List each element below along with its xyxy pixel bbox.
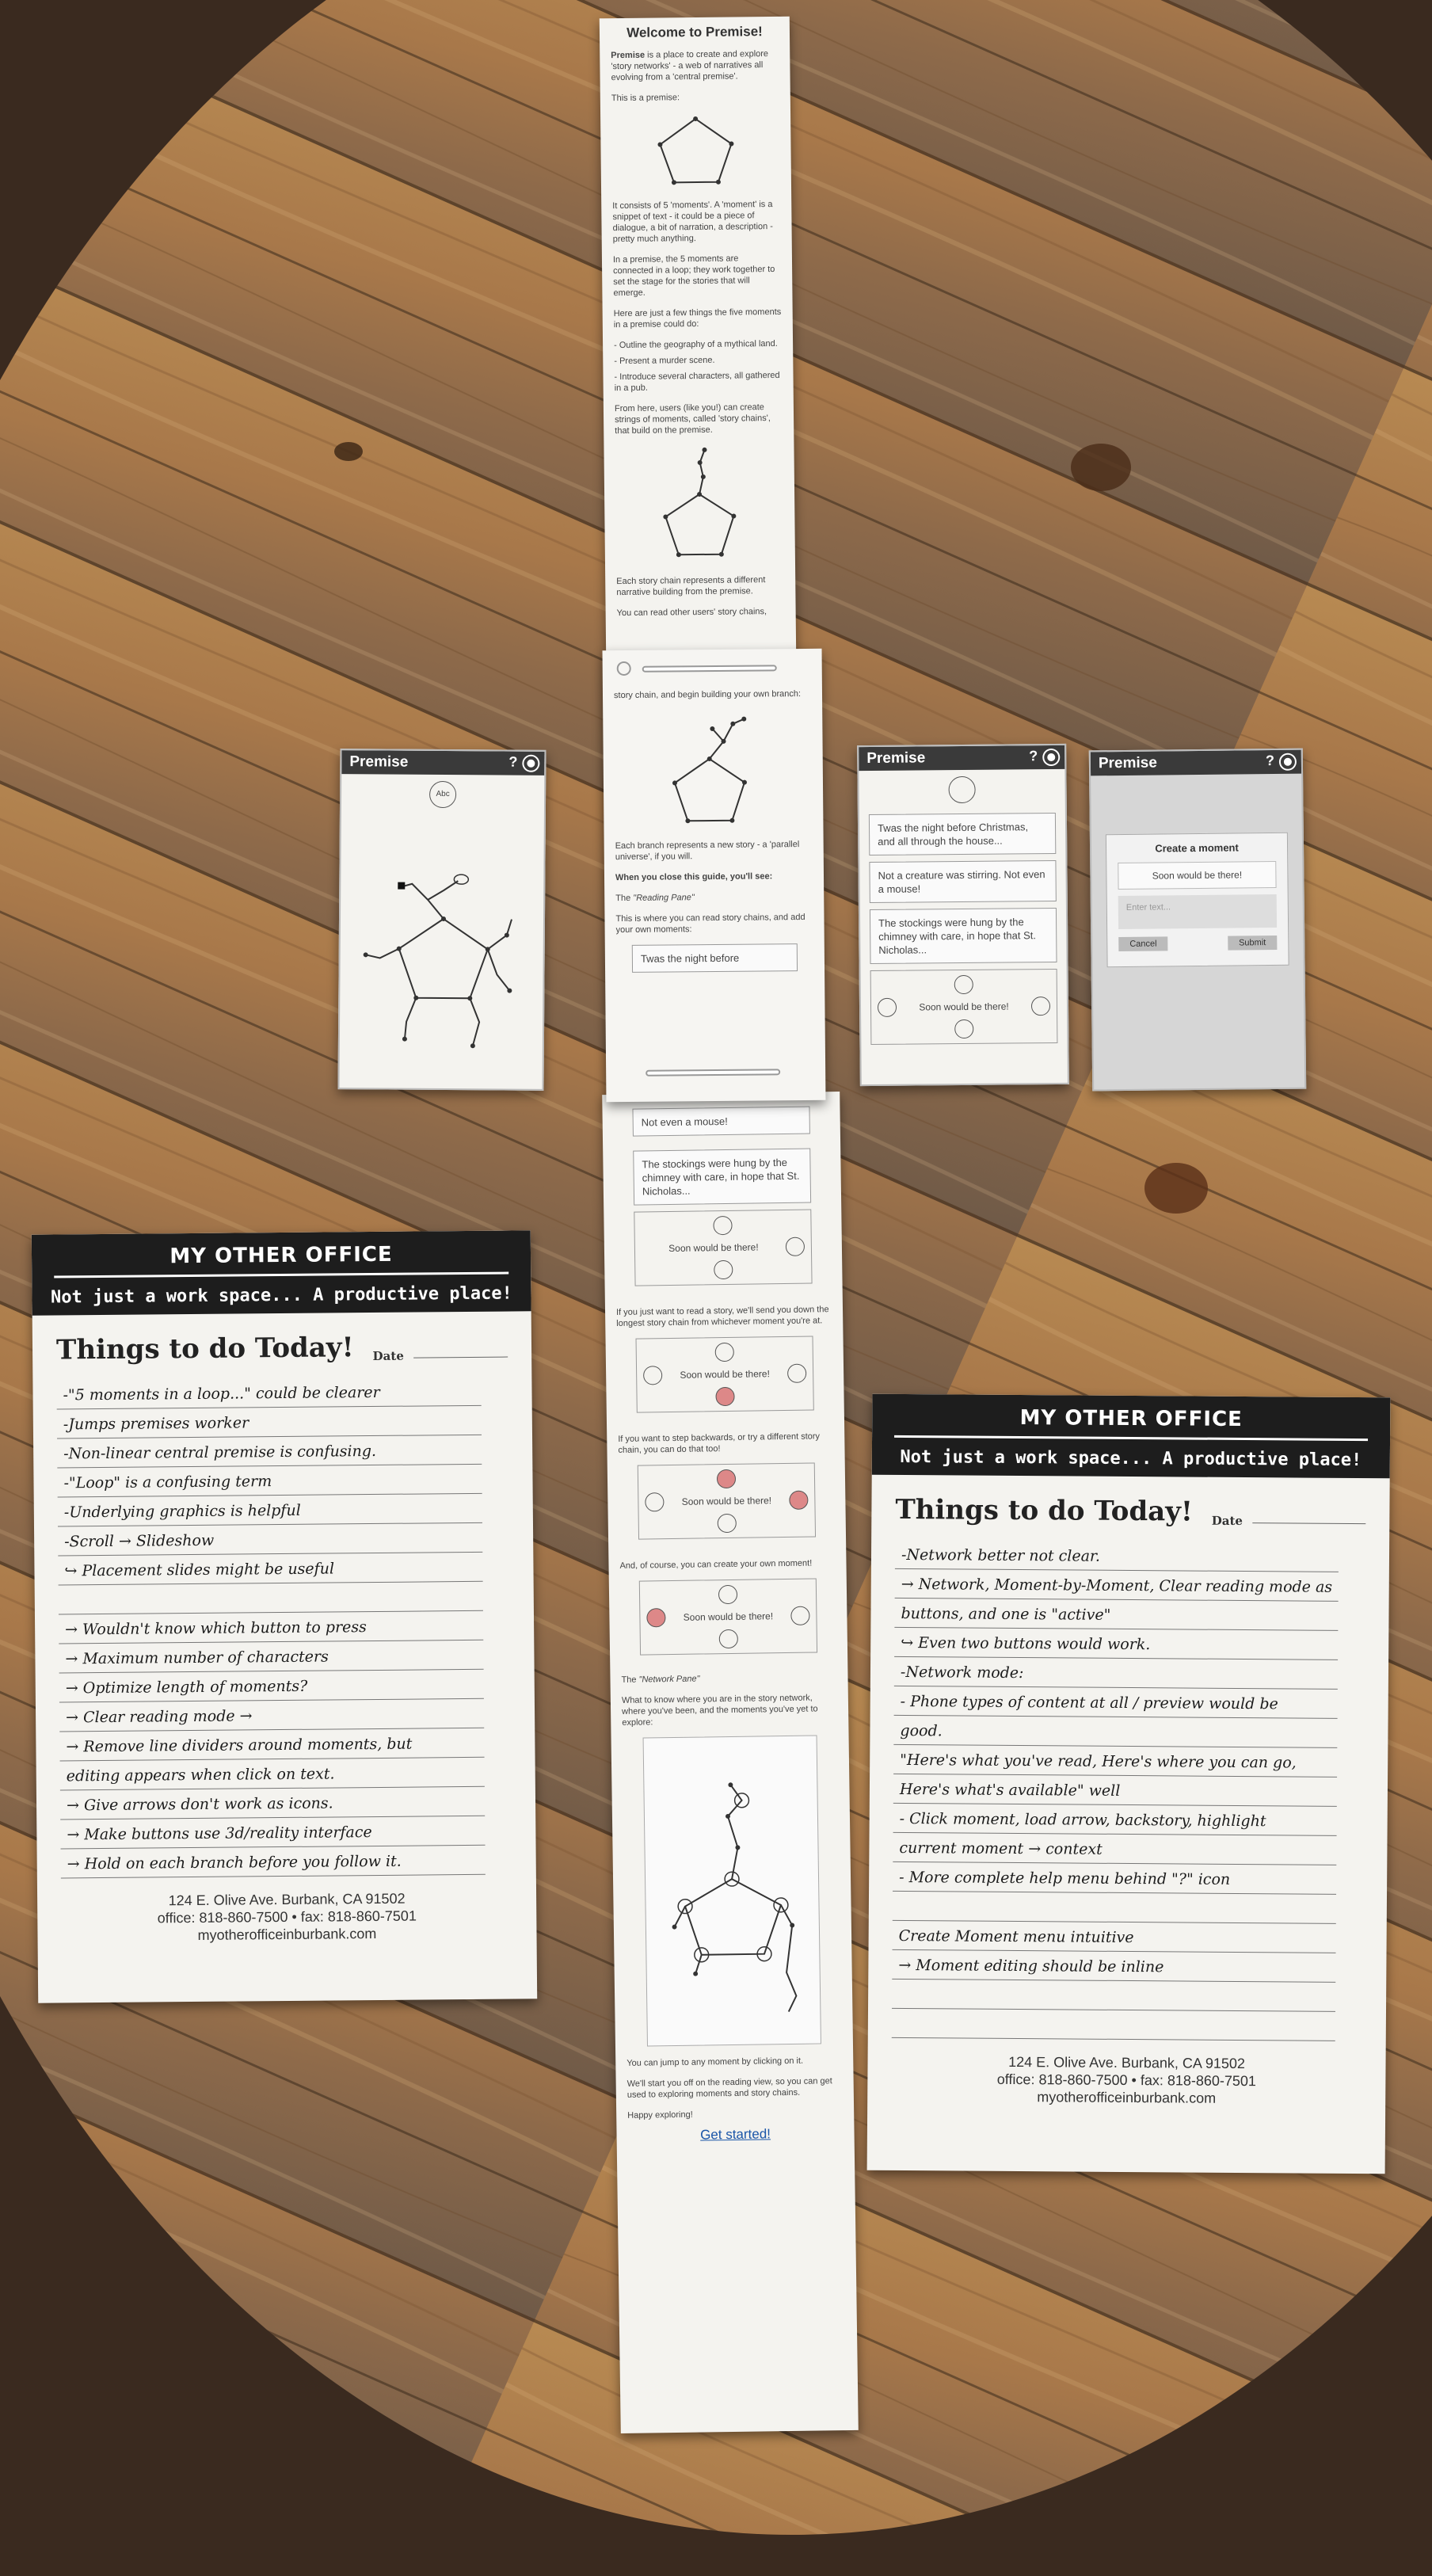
up-arrow-icon[interactable] <box>715 1343 734 1362</box>
network-desc: What to know where you are in the story network, where you've been, and the moments you've yet to explore: <box>621 1693 818 1728</box>
examples-list <box>614 338 783 394</box>
dialog-title: Create a moment <box>1155 841 1239 855</box>
parent-moment: Soon would be there! <box>1118 861 1276 890</box>
todo-row <box>893 1745 1364 1778</box>
todo-text: - Phone types of content at all / preview would be <box>894 1686 1338 1719</box>
todo-text: Create Moment menu intuitive <box>893 1921 1336 1953</box>
app-title: Premise <box>349 753 409 771</box>
example-item: - Present a murder scene. <box>614 355 715 367</box>
premise-label: This is a premise: <box>611 93 680 104</box>
moment-nav-backwards <box>638 1462 816 1539</box>
todo-row <box>894 1657 1365 1690</box>
todo-text: -Underlying graphics is helpful <box>58 1494 482 1527</box>
users-text: From here, users (like you!) can create strings of moments, called 'story chains', that build on the premise. <box>614 402 771 436</box>
help-icon[interactable]: ? <box>1029 748 1038 764</box>
notepad-left <box>32 1230 537 2002</box>
down-arrow-icon[interactable] <box>718 1514 737 1533</box>
overlay-top-text: story chain, and begin building your own branch: <box>613 689 802 701</box>
moment-text-input[interactable]: Enter text... <box>1118 894 1277 929</box>
current-moment: Soon would be there! <box>919 1000 1009 1013</box>
todo-text: -"Loop" is a confusing term <box>57 1465 482 1498</box>
todo-row <box>57 1465 508 1498</box>
branch-figure <box>661 709 765 829</box>
down-arrow-icon[interactable] <box>719 1629 738 1648</box>
todo-text: → Hold on each branch before you follow it. <box>61 1846 486 1879</box>
longest-text: If you just want to read a story, we'll send you down the longest story chain from whichever moment you're at. <box>615 1305 829 1328</box>
todo-row <box>893 1804 1364 1836</box>
close-icon[interactable] <box>617 661 631 676</box>
todo-text <box>893 1892 1336 1924</box>
todo-text: Here's what's available" well <box>893 1774 1337 1807</box>
chain-text: Each story chain represents a different narrative building from the premise. <box>616 575 766 598</box>
todo-row <box>893 1862 1363 1895</box>
down-arrow-icon[interactable] <box>954 1019 973 1038</box>
app-title: Premise <box>866 749 926 768</box>
todo-row <box>59 1728 511 1762</box>
todo-title: Things to do Today! <box>55 1332 354 1366</box>
todo-row <box>894 1686 1365 1719</box>
tutorial-strip-lower <box>602 1092 859 2433</box>
reading-pane-desc: This is where you can read story chains, and add your own moments: <box>615 912 806 936</box>
up-arrow-icon[interactable] <box>954 975 973 994</box>
wood-knot-2 <box>1144 1163 1208 1214</box>
edit-icon-highlighted[interactable] <box>646 1608 665 1627</box>
todo-title: Things to do Today! <box>895 1493 1194 1528</box>
moment-nav <box>870 969 1058 1045</box>
pentagon-figure <box>652 112 740 189</box>
todo-text: ↪ Placement slides might be useful <box>58 1553 482 1586</box>
branch-text: Each branch represents a new story - a 'parallel universe', if you will. <box>615 840 800 863</box>
start-text: We'll start you off on the reading view, so you can get used to exploring moments and story chains. <box>626 2076 832 2100</box>
edit-icon[interactable] <box>645 1492 664 1511</box>
todo-row <box>894 1599 1365 1631</box>
close-guide-text: When you close this guide, you'll see: <box>615 871 773 883</box>
date-line <box>1252 1522 1365 1524</box>
network-toggle-icon[interactable] <box>948 776 975 803</box>
switch-chain-icon[interactable] <box>1031 996 1050 1016</box>
drag-handle-bottom[interactable] <box>646 1069 780 1076</box>
phone-network-pane <box>338 749 547 1091</box>
edit-icon[interactable] <box>643 1366 662 1385</box>
todo-row <box>892 1980 1362 2012</box>
todo-row <box>59 1670 511 1703</box>
settings-icon[interactable] <box>1281 755 1295 769</box>
todo-row <box>56 1377 508 1410</box>
todo-row <box>60 1758 512 1791</box>
todo-row <box>895 1569 1365 1602</box>
website: myotherofficeinburbank.com <box>1037 2089 1217 2106</box>
todo-text <box>892 2009 1335 2041</box>
moment-box: The stockings were hung by the chimney with care, in hope that St. Nicholas... <box>633 1149 811 1206</box>
moment-nav <box>634 1210 812 1286</box>
new-moment-icon[interactable] <box>787 1364 806 1383</box>
brand-name: MY OTHER OFFICE <box>894 1394 1368 1441</box>
moment-box: Twas the night before <box>632 943 798 973</box>
todo-row <box>894 1628 1365 1660</box>
happy-text: Happy exploring! <box>627 2109 693 2121</box>
todo-row <box>60 1816 512 1850</box>
moment-badge[interactable]: Abc <box>429 781 456 808</box>
app-header <box>1091 750 1301 776</box>
wood-knot-3 <box>334 442 363 461</box>
todo-text: → Remove line dividers around moments, but <box>59 1728 484 1762</box>
reading-pane-heading: The "Reading Pane" <box>615 893 695 904</box>
todo-row <box>893 1892 1363 1924</box>
tagline: Not just a work space... A productive place! <box>900 1446 1362 1471</box>
todo-row <box>58 1553 509 1586</box>
todo-text: good. <box>893 1716 1337 1748</box>
todo-row <box>59 1640 510 1674</box>
settings-icon[interactable] <box>524 756 538 771</box>
todo-text: -Non-linear central premise is confusing. <box>57 1435 482 1469</box>
submit-button[interactable]: Submit <box>1228 936 1277 951</box>
todo-row <box>58 1494 509 1527</box>
todo-text: → Maximum number of characters <box>59 1640 483 1674</box>
up-arrow-icon-highlighted[interactable] <box>717 1469 736 1488</box>
todo-row <box>893 1774 1364 1807</box>
todo-text: → Give arrows don't work as icons. <box>60 1787 485 1820</box>
moment-box[interactable]: Not a creature was stirring. Not even a mouse! <box>869 860 1056 903</box>
moments-text: It consists of 5 'moments'. A 'moment' is a snippet of text - it could be a piece of dialogue, a bit of narration, a description - pretty much anything. <box>612 200 774 245</box>
phone-create-moment <box>1089 749 1306 1092</box>
todo-row <box>893 1921 1363 1953</box>
tutorial-title: Welcome to Premise! <box>626 24 763 40</box>
todo-text: -Scroll → Slideshow <box>58 1523 482 1557</box>
help-icon[interactable]: ? <box>508 753 518 770</box>
jump-text: You can jump to any moment by clicking on it. <box>626 2056 804 2068</box>
todo-row <box>59 1611 510 1644</box>
todo-text: -Network better not clear. <box>895 1540 1339 1572</box>
new-moment-icon[interactable] <box>786 1237 805 1256</box>
todo-text: editing appears when click on text. <box>60 1758 485 1791</box>
todo-row <box>58 1523 509 1557</box>
todo-row <box>893 1716 1364 1748</box>
backwards-text: If you want to step backwards, or try a different story chain, you can do that too! <box>618 1431 821 1455</box>
date-label: Date <box>1211 1513 1243 1528</box>
create-own-text: And, of course, you can create your own moment! <box>619 1558 813 1571</box>
network-pane-figure <box>643 1735 821 2046</box>
current-moment: Soon would be there! <box>681 1495 772 1507</box>
examples-intro: Here are just a few things the five moments in a premise could do: <box>613 307 782 330</box>
todo-row <box>57 1406 508 1439</box>
get-started-link[interactable]: Get started! <box>700 2126 771 2143</box>
up-arrow-icon[interactable] <box>718 1585 737 1604</box>
drag-handle-top[interactable] <box>642 665 777 672</box>
todo-row <box>895 1540 1365 1572</box>
todo-row <box>61 1846 512 1879</box>
example-item: - Outline the geography of a mythical land. <box>614 338 778 351</box>
todo-row <box>59 1699 511 1732</box>
moment-box[interactable]: The stockings were hung by the chimney with care, in hope that St. Nicholas... <box>870 908 1057 964</box>
app-header <box>859 745 1064 771</box>
switch-chain-icon-highlighted[interactable] <box>789 1491 808 1510</box>
notepad-header <box>32 1230 531 1315</box>
example-item: - Introduce several characters, all gathered in a pub. <box>614 370 780 394</box>
tagline: Not just a work space... A productive place! <box>50 1283 512 1308</box>
todo-text: -Jumps premises worker <box>57 1406 482 1439</box>
todo-row <box>60 1787 512 1820</box>
todo-list <box>56 1377 512 1879</box>
cancel-button[interactable]: Cancel <box>1118 936 1167 951</box>
todo-list <box>892 1540 1365 2041</box>
todo-row <box>892 2009 1362 2041</box>
todo-text <box>892 1980 1335 2012</box>
todo-text: "Here's what you've read, Here's where you can go, <box>893 1745 1337 1778</box>
notepad-right <box>867 1394 1391 2174</box>
current-moment: Soon would be there! <box>680 1368 770 1381</box>
network-pane-heading: The "Network Pane" <box>621 1674 700 1685</box>
story-chain-figure <box>655 444 744 564</box>
edit-icon[interactable] <box>878 998 897 1017</box>
todo-row <box>892 1950 1362 1983</box>
overlay-flap <box>603 649 826 1102</box>
date-label: Date <box>372 1348 404 1364</box>
phone-fax: office: 818-860-7500 • fax: 818-860-7501 <box>157 1907 417 1926</box>
todo-row <box>59 1582 510 1615</box>
todo-text: buttons, and one is "active" <box>894 1599 1338 1631</box>
todo-row <box>57 1435 508 1469</box>
create-moment-dialog <box>1106 833 1289 967</box>
notepad-header <box>872 1394 1391 1479</box>
footer <box>891 2052 1362 2108</box>
todo-text: → Network, Moment-by-Moment, Clear reading mode as <box>895 1569 1339 1602</box>
todo-text: → Make buttons use 3d/reality interface <box>60 1816 485 1850</box>
website: myotherofficeinburbank.com <box>197 1926 377 1943</box>
brand-name: MY OTHER OFFICE <box>54 1231 508 1278</box>
network-graph[interactable] <box>340 807 544 1070</box>
phone-reading-pane <box>857 744 1069 1086</box>
todo-text: → Clear reading mode → <box>59 1699 484 1732</box>
moment-box: Not even a mouse! <box>632 1107 809 1137</box>
todo-text: - Click moment, load arrow, backstory, highlight <box>893 1804 1337 1836</box>
todo-text: -Network mode: <box>894 1657 1338 1690</box>
footer <box>61 1888 513 1945</box>
moment-nav-create <box>639 1578 817 1655</box>
todo-text: → Wouldn't know which button to press <box>59 1611 483 1644</box>
new-moment-icon[interactable] <box>790 1606 809 1625</box>
todo-text: current moment → context <box>893 1833 1336 1865</box>
todo-text: - More complete help menu behind "?" icon <box>893 1862 1336 1895</box>
loop-text: In a premise, the 5 moments are connected in a loop; they work together to set the stage for the stories that will emerge. <box>612 253 775 299</box>
current-moment: Soon would be there! <box>683 1610 774 1623</box>
wood-knot <box>1071 444 1131 491</box>
phone-fax: office: 818-860-7500 • fax: 818-860-7501 <box>996 2071 1257 2090</box>
app-header <box>341 750 544 775</box>
todo-text: ↪ Even two buttons would work. <box>894 1628 1338 1660</box>
settings-icon[interactable] <box>1044 750 1058 764</box>
moment-nav-longest <box>636 1336 814 1412</box>
moment-box[interactable]: Twas the night before Christmas, and all through the house... <box>869 813 1056 855</box>
intro-text: Premise is a place to create and explore 'story networks' - a web of narratives all evolving from a 'central premise'. <box>611 49 769 83</box>
address: 124 E. Olive Ave. Burbank, CA 91502 <box>1008 2053 1246 2072</box>
address: 124 E. Olive Ave. Burbank, CA 91502 <box>168 1890 406 1909</box>
todo-text: -"5 moments in a loop..." could be clearer <box>56 1377 481 1410</box>
read-others-text: You can read other users' story chains, <box>616 607 767 619</box>
todo-text: → Moment editing should be inline <box>892 1950 1335 1983</box>
todo-text: → Optimize length of moments? <box>59 1670 484 1703</box>
down-arrow-icon[interactable] <box>714 1260 733 1279</box>
todo-row <box>893 1833 1363 1865</box>
todo-text <box>59 1582 483 1615</box>
down-arrow-icon-highlighted[interactable] <box>715 1387 734 1406</box>
date-line <box>413 1357 508 1358</box>
up-arrow-icon[interactable] <box>713 1216 732 1235</box>
app-title: Premise <box>1098 754 1157 772</box>
current-moment: Soon would be there! <box>668 1241 759 1255</box>
help-icon[interactable]: ? <box>1265 752 1275 769</box>
